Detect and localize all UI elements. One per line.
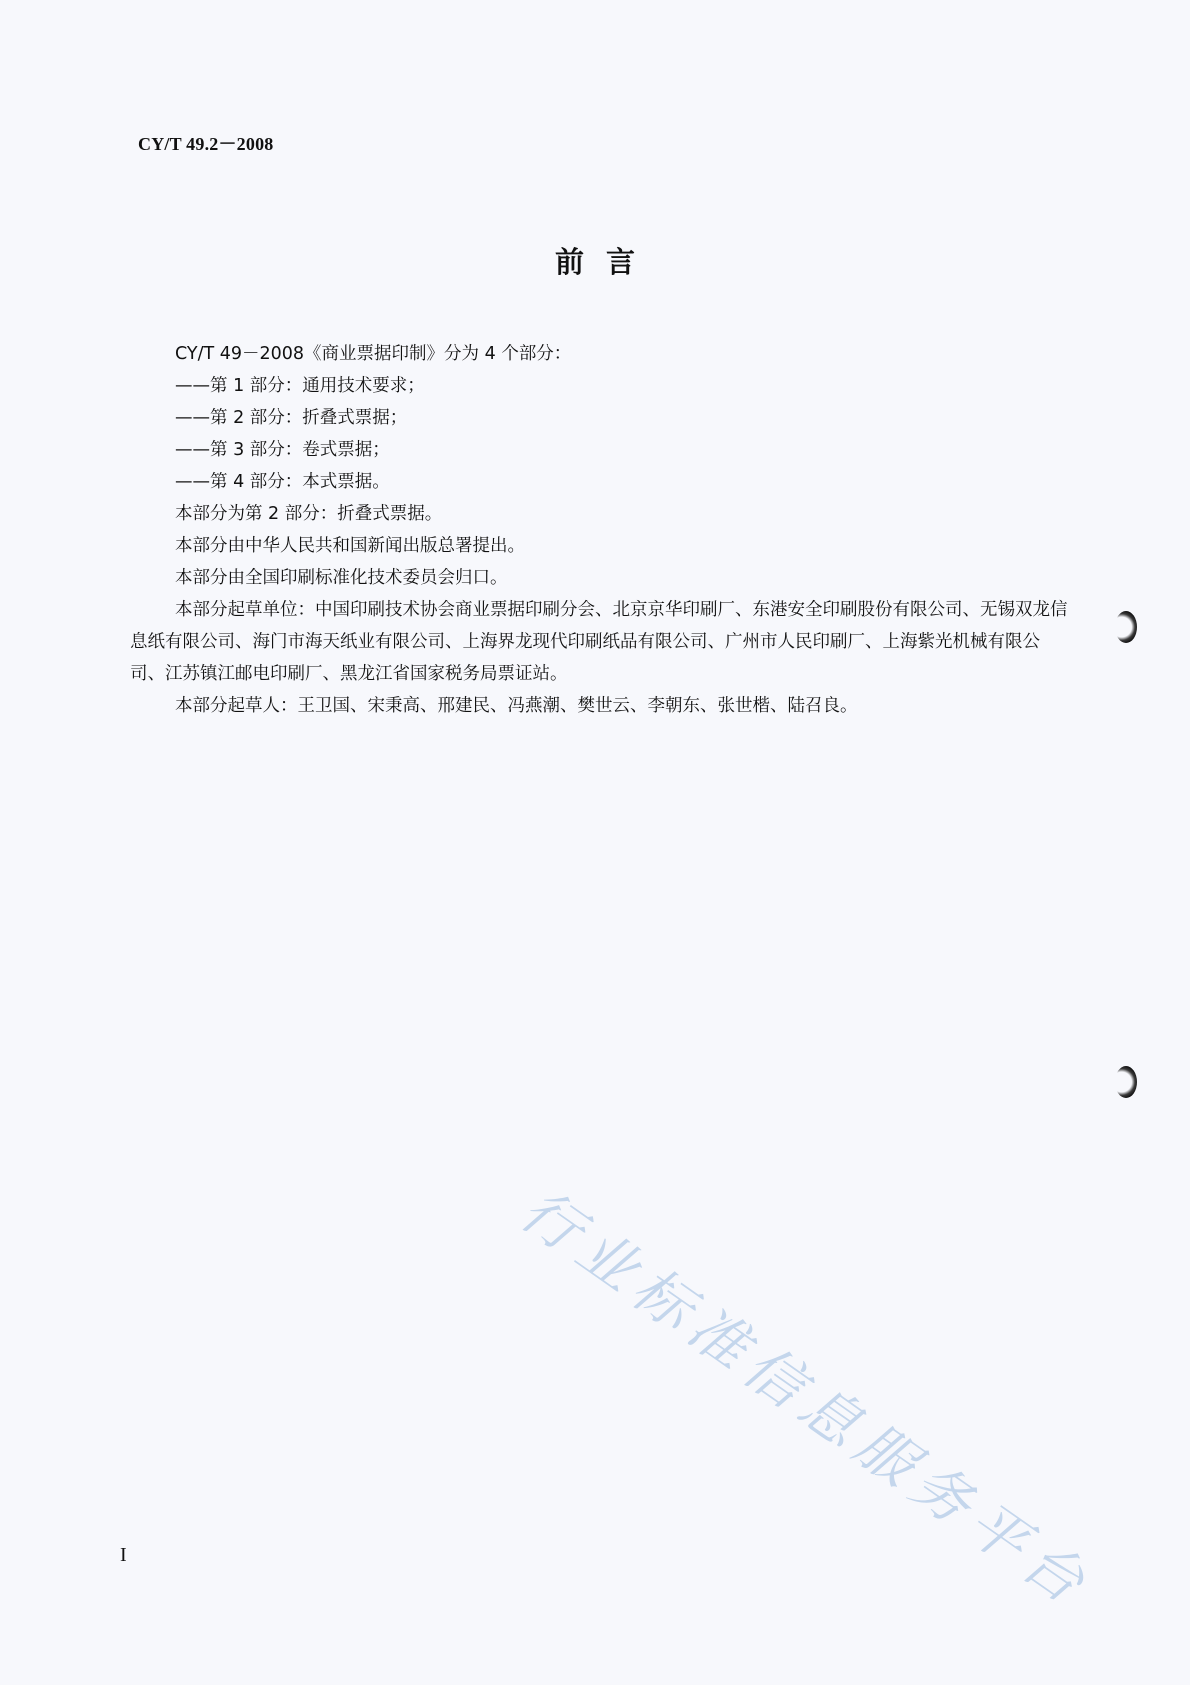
paragraph-drafting-units: 本部分起草单位：中国印刷技术协会商业票据印刷分会、北京京华印刷厂、东港安全印刷股份有限公司、无锡双龙信息纸有限公司、海门市海天纸业有限公司、上海界龙现代印刷纸品有限公司、广州市人民印刷厂、上海紫光机械有限公司、江苏镇江邮电印刷厂、黑龙江省国家税务局票证站。: [130, 600, 1068, 684]
punch-hole-icon: [1115, 1066, 1137, 1098]
watermark: 行业标准信息服务平台: [508, 1175, 1105, 1622]
list-item-part-2: ——第 2 部分：折叠式票据；: [175, 408, 408, 428]
paragraph-proposed-by: 本部分由中华人民共和国新闻出版总署提出。: [175, 536, 525, 556]
page-title: 前言: [554, 245, 657, 279]
list-item-part-4: ——第 4 部分：本式票据。: [175, 472, 390, 492]
paragraph-administered-by: 本部分由全国印刷标准化技术委员会归口。: [175, 568, 508, 588]
list-item-part-3: ——第 3 部分：卷式票据；: [175, 440, 390, 460]
foreword-body: [130, 338, 1070, 722]
page-number: I: [120, 1544, 127, 1566]
punch-hole-icon: [1115, 611, 1137, 643]
paragraph-this-part: 本部分为第 2 部分：折叠式票据。: [175, 504, 443, 524]
list-item-part-1: ——第 1 部分：通用技术要求；: [175, 376, 425, 396]
standard-code: CY/T 49.2－2008: [138, 134, 274, 154]
paragraph-drafters: 本部分起草人：王卫国、宋秉高、邢建民、冯燕潮、樊世云、李朝东、张世楷、陆召良。: [175, 696, 858, 716]
paragraph-parts-intro: CY/T 49－2008《商业票据印制》分为 4 个部分：: [175, 344, 572, 364]
